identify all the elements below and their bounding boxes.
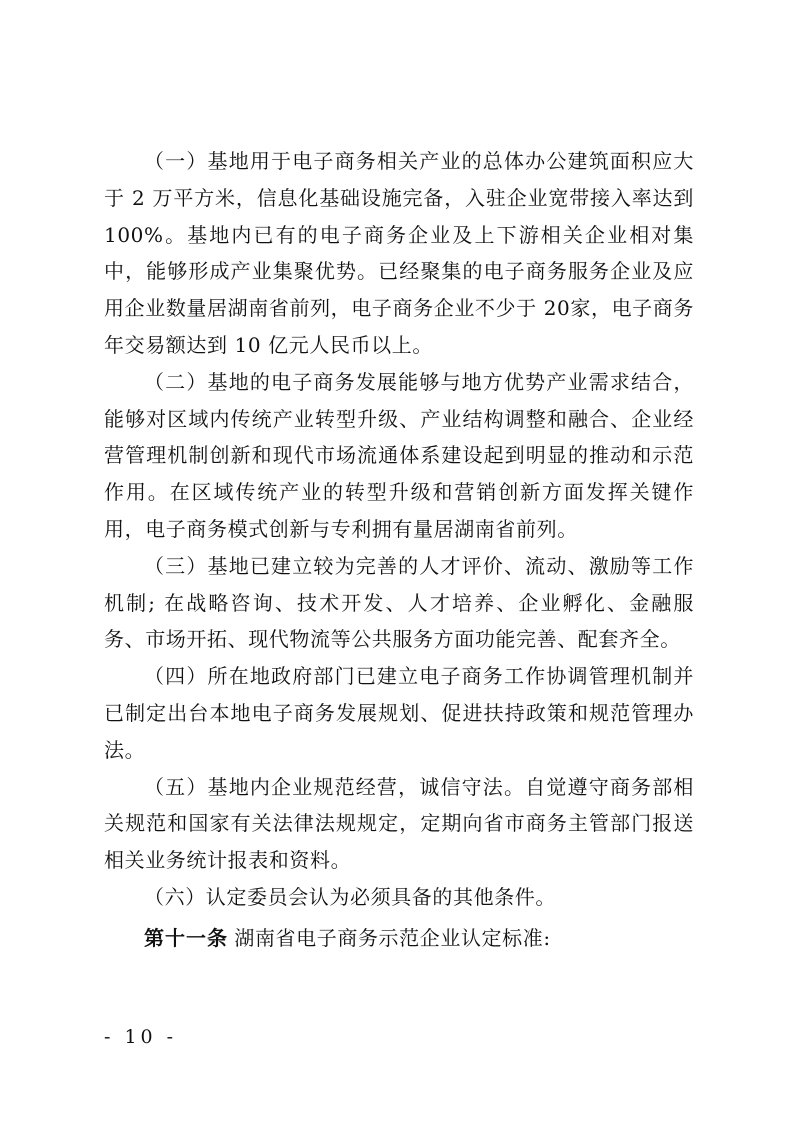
article-heading [104,920,694,957]
paragraph-1: （一）基地用于电子商务相关产业的总体办公建筑面积应大于 2 万平方米，信息化基础设施完备，入驻企业宽带接入率达到 100%。基地内已有的电子商务企业及上下游相关企业相对集中，能够形成产业集聚优势。已经聚集的电子商务服务企业及应用企业数量居湖南省前列，电子商务企业不少于 20家，电子商务年交易额达到 10 亿元人民币以上。 [104,149,694,357]
paragraph-4: （四）所在地政府部门已建立电子商务工作协调管理机制并已制定出台本地电子商务发展规划、促进扶持政策和规范管理办法。 [104,664,694,762]
paragraph-2: （二）基地的电子商务发展能够与地方优势产业需求结合，能够对区域内传统产业转型升级、产业结构调整和融合、企业经营管理机制创新和现代市场流通体系建设起到明显的推动和示范作用。在区域传统产业的转型升级和营销创新方面发挥关键作用，电子商务模式创新与专利拥有量居湖南省前列。 [104,369,694,541]
paragraph-6: （六）认定委员会认为必须具备的其他条件。 [144,884,556,909]
page-number: - 10 - [104,1026,178,1048]
paragraph-3: （三）基地已建立较为完善的人才评价、流动、激励等工作机制; 在战略咨询、技术开发、人才培养、企业孵化、金融服务、市场开拓、现代物流等公共服务方面功能完善、配套齐全。 [104,553,694,652]
article-number: 第十一条 [144,925,228,950]
article-title: 湖南省电子商务示范企业认定标准: [234,925,551,950]
document-body [104,143,694,977]
paragraph-5: （五）基地内企业规范经营，诚信守法。自觉遵守商务部相关规范和国家有关法律法规规定，定期向省市商务主管部门报送相关业务统计报表和资料。 [104,774,694,873]
